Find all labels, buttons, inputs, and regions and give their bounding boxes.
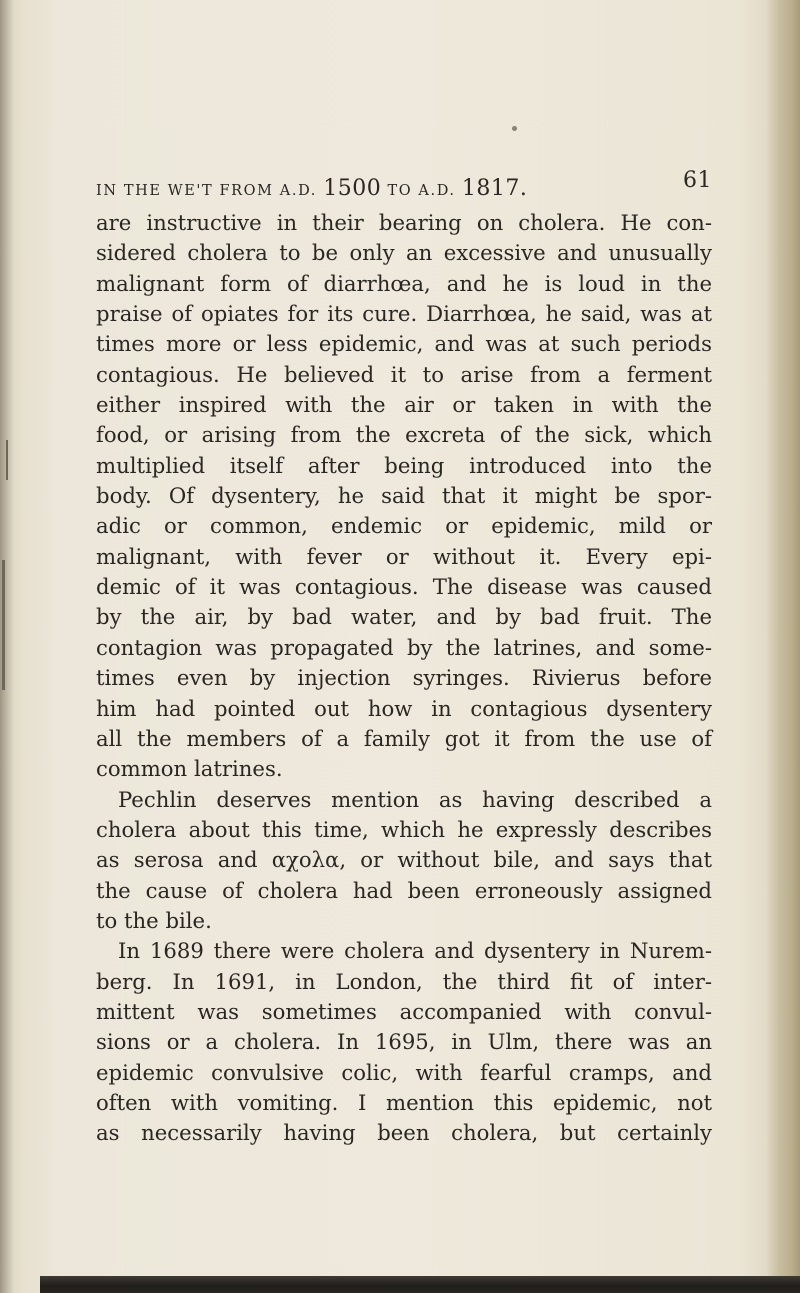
text-line: common latrines. xyxy=(96,756,283,782)
paper-speck xyxy=(512,126,517,131)
margin-mark xyxy=(2,560,5,690)
text-line: the cause of cholera had been erroneously assigned xyxy=(96,877,712,903)
text-line: to the bile. xyxy=(96,907,212,933)
text-line: adic or common, endemic or epidemic, mild or xyxy=(96,513,712,539)
text-line: epidemic convulsive colic, with fearful cramps, and xyxy=(96,1059,712,1085)
text-line: often with vomiting. I mention this epidemic, not xyxy=(96,1089,712,1115)
running-head-to: TO A.D. xyxy=(387,183,456,199)
text-line: demic of it was contagious. The disease was caused xyxy=(96,574,712,600)
text-line: him had pointed out how in contagious dysentery xyxy=(96,695,712,721)
text-line: In 1689 there were cholera and dysentery in Nurem- xyxy=(118,938,712,964)
text-line: food, or arising from the excreta of the sick, which xyxy=(96,422,712,448)
text-line: body. Of dysentery, he said that it might be spor- xyxy=(96,483,712,509)
text-line: malignant, with fever or without it. Every epi- xyxy=(96,543,712,569)
text-line: by the air, by bad water, and by bad fruit. The xyxy=(96,604,712,630)
text-line: Pechlin deserves mention as having described a xyxy=(118,786,712,812)
margin-mark xyxy=(6,440,8,480)
body-text xyxy=(96,208,712,1149)
text-line: praise of opiates for its cure. Diarrhœa, he said, was at xyxy=(96,301,712,327)
bottom-shadow xyxy=(40,1276,800,1293)
text-line: times more or less epidemic, and was at such periods xyxy=(96,331,712,357)
text-line: cholera about this time, which he expressly describes xyxy=(96,816,712,842)
text-line: as necessarily having been cholera, but certainly xyxy=(96,1120,712,1146)
page-number: 61 xyxy=(683,168,712,193)
text-line: as serosa and αχολα, or without bile, and says that xyxy=(96,847,712,873)
text-line: multiplied itself after being introduced into the xyxy=(96,452,712,478)
text-line: times even by injection syringes. Rivierus before xyxy=(96,665,712,691)
text-line: are instructive in their bearing on cholera. He con- xyxy=(96,210,712,235)
text-line: berg. In 1691, in London, the third fit of inter- xyxy=(96,968,712,994)
running-head-prefix: IN THE WE'T FROM A.D. xyxy=(96,183,318,199)
text-line: malignant form of diarrhœa, and he is loud in the xyxy=(96,270,712,296)
text-line: sions or a cholera. In 1695, in Ulm, there was an xyxy=(96,1029,712,1055)
text-line: mittent was sometimes accompanied with convul- xyxy=(96,998,712,1024)
text-line: sidered cholera to be only an excessive and unusually xyxy=(96,240,712,266)
page-right-edge xyxy=(766,0,800,1293)
text-line: all the members of a family got it from the use of xyxy=(96,725,712,751)
year-end: 1817. xyxy=(461,176,528,201)
text-line: either inspired with the air or taken in with the xyxy=(96,392,712,418)
text-line: contagious. He believed it to arise from a ferment xyxy=(96,361,712,387)
year-start: 1500 xyxy=(323,176,382,201)
running-header xyxy=(96,162,712,202)
running-head xyxy=(96,176,527,201)
text-line: contagion was propagated by the latrines, and some- xyxy=(96,634,712,660)
